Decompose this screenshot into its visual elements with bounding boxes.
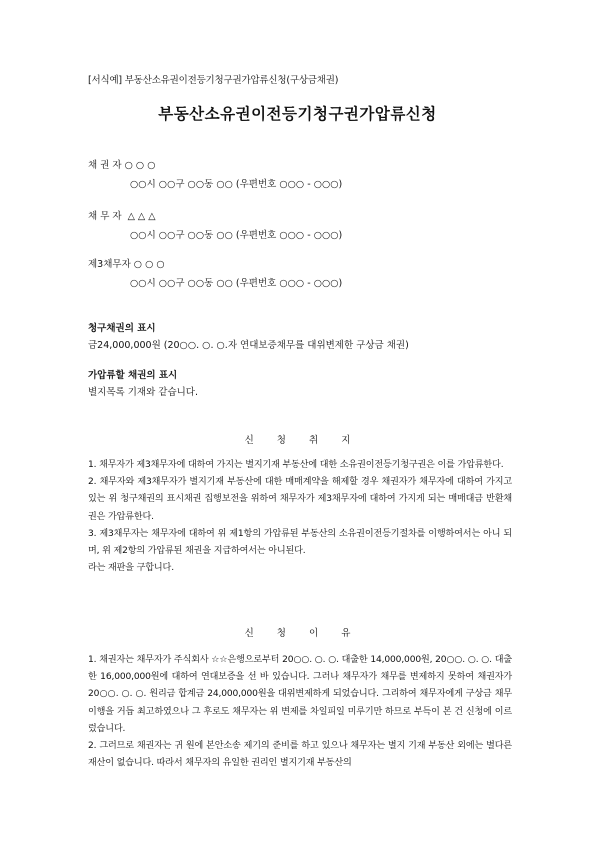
reasons-item-2: 2. 그러므로 채권자는 귀 원에 본안소송 제기의 준비를 하고 있으나 채무자는 별지 기재 부동산 외에는 별다른 재산이 없습니다. 따라서 채무자의 유일한 권리인 별지기재 부동산의 — [88, 741, 512, 769]
document-title: 부동산소유권이전등기청구권가압류신청 — [158, 105, 437, 123]
creditor-address: ○○시 ○○구 ○○동 ○○ (우편번호 ○○○ - ○○○) — [130, 179, 343, 190]
seizure-heading: 가압류할 채권의 표시 — [88, 370, 178, 381]
purpose-item-1: 1. 채무자가 제3채무자에 대하여 가지는 별지기재 부동산에 대한 소유권이전등기청구권은 이를 가압류한다. — [88, 460, 504, 470]
claim-heading: 청구채권의 표시 — [88, 323, 156, 334]
purpose-heading: 신 청 취 지 — [244, 435, 351, 446]
purpose-body — [88, 457, 512, 577]
seizure-body: 별지목록 기재와 같습니다. — [88, 387, 199, 398]
reasons-heading: 신 청 이 유 — [244, 628, 351, 639]
claim-body: 금24,000,000원 (20○○. ○. ○.자 연대보증채무를 대위변제한 구상금 채권) — [88, 340, 409, 351]
purpose-item-2: 2. 채무자와 제3채무자가 별지기재 부동산에 대한 매매계약을 해제할 경우 채권자가 채무자에 대하여 가지고 있는 위 청구채권의 표시채권 집행보전을 위하여 채무자가 제3채무자에 대하여 가지게 되는 매매대금 반환채권은 가압류한다. — [88, 477, 512, 522]
reasons-body — [88, 652, 512, 772]
third-debtor-address: ○○시 ○○구 ○○동 ○○ (우편번호 ○○○ - ○○○) — [130, 278, 343, 289]
purpose-item-3: 3. 제3채무자는 채무자에 대하여 위 제1항의 가압류된 부동산의 소유권이전등기절차를 이행하여서는 아니 되며, 위 제2항의 가압류된 채권을 지급하여서는 아니된다. — [88, 528, 512, 557]
reasons-item-1: 1. 채권자는 채무자가 주식회사 ☆☆은행으로부터 20○○. ○. ○. 대출한 14,000,000원, 20○○. ○. ○. 대출한 16,000,000원에 대하여 연대보증을 선 바 있습니다. 그러나 채무자가 채무를 변제하지 못하여 채권자가 20○○. ○. ○. 원리금 합계금 24,000,000원을 대위변제하게 되었습니다. 그리하여 채무자에게 구상금 채무이행을 거듭 최고하였으나 그 후로도 채무자는 위 변제를 차일피일 미루기만 하므로 부득이 본 건 신청에 이르렀습니다. — [88, 655, 512, 734]
purpose-closing: 라는 재판을 구합니다. — [88, 563, 174, 574]
creditor-label: 채 권 자 ○ ○ ○ — [88, 160, 156, 171]
form-label: [서식예] 부동산소유권이전등기청구권가압류신청(구상금채권) — [88, 75, 339, 86]
third-debtor-label: 제3채무자 ○ ○ ○ — [88, 259, 165, 270]
debtor-address: ○○시 ○○구 ○○동 ○○ (우편번호 ○○○ - ○○○) — [130, 230, 343, 241]
debtor-label: 채 무 자 △ △ △ — [88, 211, 156, 222]
